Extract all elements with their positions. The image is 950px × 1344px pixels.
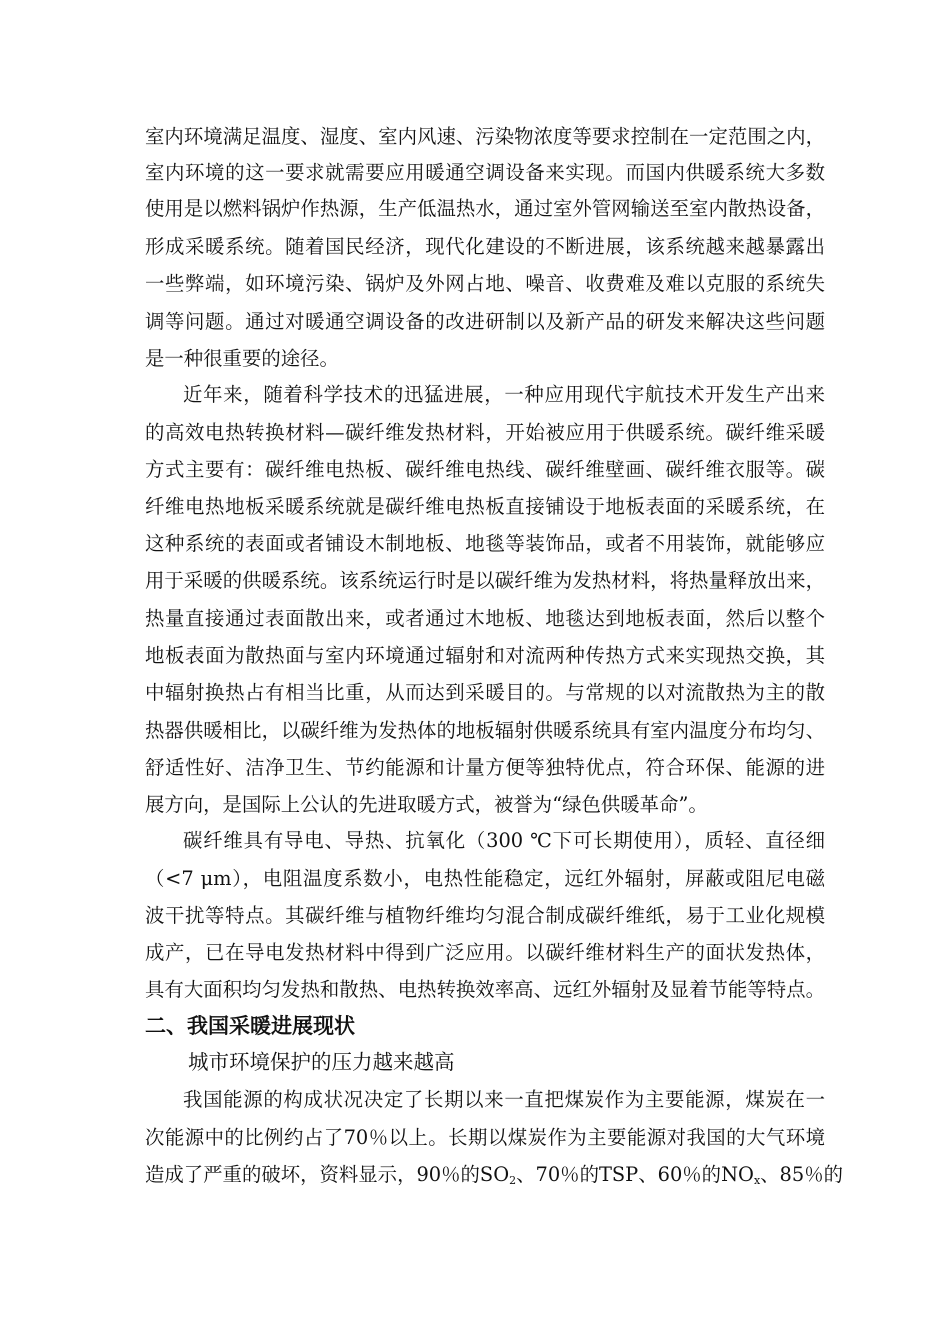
paragraph-1-line-6: 调等问题。通过对暖通空调设备的改进研制以及新产品的研发来解决这些问题 <box>145 310 825 333</box>
paragraph-1-line-2: 室内环境的这一要求就需要应用暖通空调设备来实现。而国内供暖系统大多数 <box>145 161 825 184</box>
paragraph-2-line-5: 这种系统的表面或者铺设木制地板、地毯等装饰品，或者不用装饰，就能够应 <box>145 532 825 555</box>
paragraph-2-line-1: 近年来，随着科学技术的迅猛进展，一种应用现代宇航技术开发生产出来 <box>183 383 825 406</box>
line-segment-a: 造成了严重的破坏，资料显示，90％的SO <box>145 1163 510 1186</box>
paragraph-4-line-2: 次能源中的比例约占了70％以上。长期以煤炭作为主要能源对我国的大气环境 <box>145 1126 825 1149</box>
subsection-heading: 城市环境保护的压力越来越高 <box>188 1050 455 1074</box>
paragraph-2-line-4: 纤维电热地板采暖系统就是碳纤维电热板直接铺设于地板表面的采暖系统，在 <box>145 495 825 518</box>
paragraph-3-line-4: 成产，已在导电发热材料中得到广泛应用。以碳纤维材料生产的面状发热体， <box>145 941 825 964</box>
paragraph-2-line-11: 舒适性好、洁净卫生、节约能源和计量方便等独特优点，符合环保、能源的进 <box>145 756 825 779</box>
paragraph-4-line-1: 我国能源的构成状况决定了长期以来一直把煤炭作为主要能源，煤炭在一 <box>183 1088 825 1111</box>
paragraph-3-line-3: 波干扰等特点。其碳纤维与植物纤维均匀混合制成碳纤维纸，易于工业化规模 <box>145 904 825 927</box>
paragraph-4-line-3 <box>145 1158 844 1192</box>
section-heading: 二、我国采暖进展现状 <box>145 1014 355 1038</box>
paragraph-2-line-10: 热器供暖相比，以碳纤维为发热体的地板辐射供暖系统具有室内温度分布均匀、 <box>145 719 825 742</box>
paragraph-3-line-1: 碳纤维具有导电、导热、抗氧化（300 ℃下可长期使用），质轻、直径细 <box>183 829 825 852</box>
paragraph-2-line-3: 方式主要有：碳纤维电热板、碳纤维电热线、碳纤维壁画、碳纤维衣服等。碳 <box>145 458 825 481</box>
paragraph-2-line-2: 的高效电热转换材料—碳纤维发热材料，开始被应用于供暖系统。碳纤维采暖 <box>145 421 825 444</box>
paragraph-2-line-7: 热量直接通过表面散出来，或者通过木地板、地毯达到地板表面，然后以整个 <box>145 607 825 630</box>
paragraph-1-line-5: 一些弊端，如环境污染、锅炉及外网占地、噪音、收费难及难以克服的系统失 <box>145 272 825 295</box>
line-segment-c: 、85％的 <box>760 1163 844 1186</box>
subscript-2: 2 <box>509 1174 517 1187</box>
paragraph-2-line-12: 展方向，是国际上公认的先进取暖方式，被誉为“绿色供暖革命”。 <box>145 793 708 816</box>
paragraph-3-line-5: 具有大面积均匀发热和散热、电热转换效率高、远红外辐射及显着节能等特点。 <box>145 978 825 1001</box>
paragraph-2-line-8: 地板表面为散热面与室内环境通过辐射和对流两种传热方式来实现热交换，其 <box>145 644 825 667</box>
paragraph-1-line-7: 是一种很重要的途径。 <box>145 347 339 370</box>
paragraph-1-line-1: 室内环境满足温度、湿度、室内风速、污染物浓度等要求控制在一定范围之内， <box>145 125 825 148</box>
subscript-x: x <box>753 1174 761 1187</box>
paragraph-3-line-2: （<7 μm），电阻温度系数小，电热性能稳定，远红外辐射，屏蔽或阻尼电磁 <box>145 867 825 890</box>
paragraph-1-line-4: 形成采暖系统。随着国民经济，现代化建设的不断进展，该系统越来越暴露出 <box>145 235 825 258</box>
line-segment-b: 、70％的TSP、60％的NO <box>516 1163 754 1186</box>
paragraph-1-line-3: 使用是以燃料锅炉作热源，生产低温热水，通过室外管网输送至室内散热设备， <box>145 197 825 220</box>
paragraph-2-line-9: 中辐射换热占有相当比重，从而达到采暖目的。与常规的以对流散热为主的散 <box>145 681 825 704</box>
paragraph-2-line-6: 用于采暖的供暖系统。该系统运行时是以碳纤维为发热材料，将热量释放出来， <box>145 569 825 592</box>
